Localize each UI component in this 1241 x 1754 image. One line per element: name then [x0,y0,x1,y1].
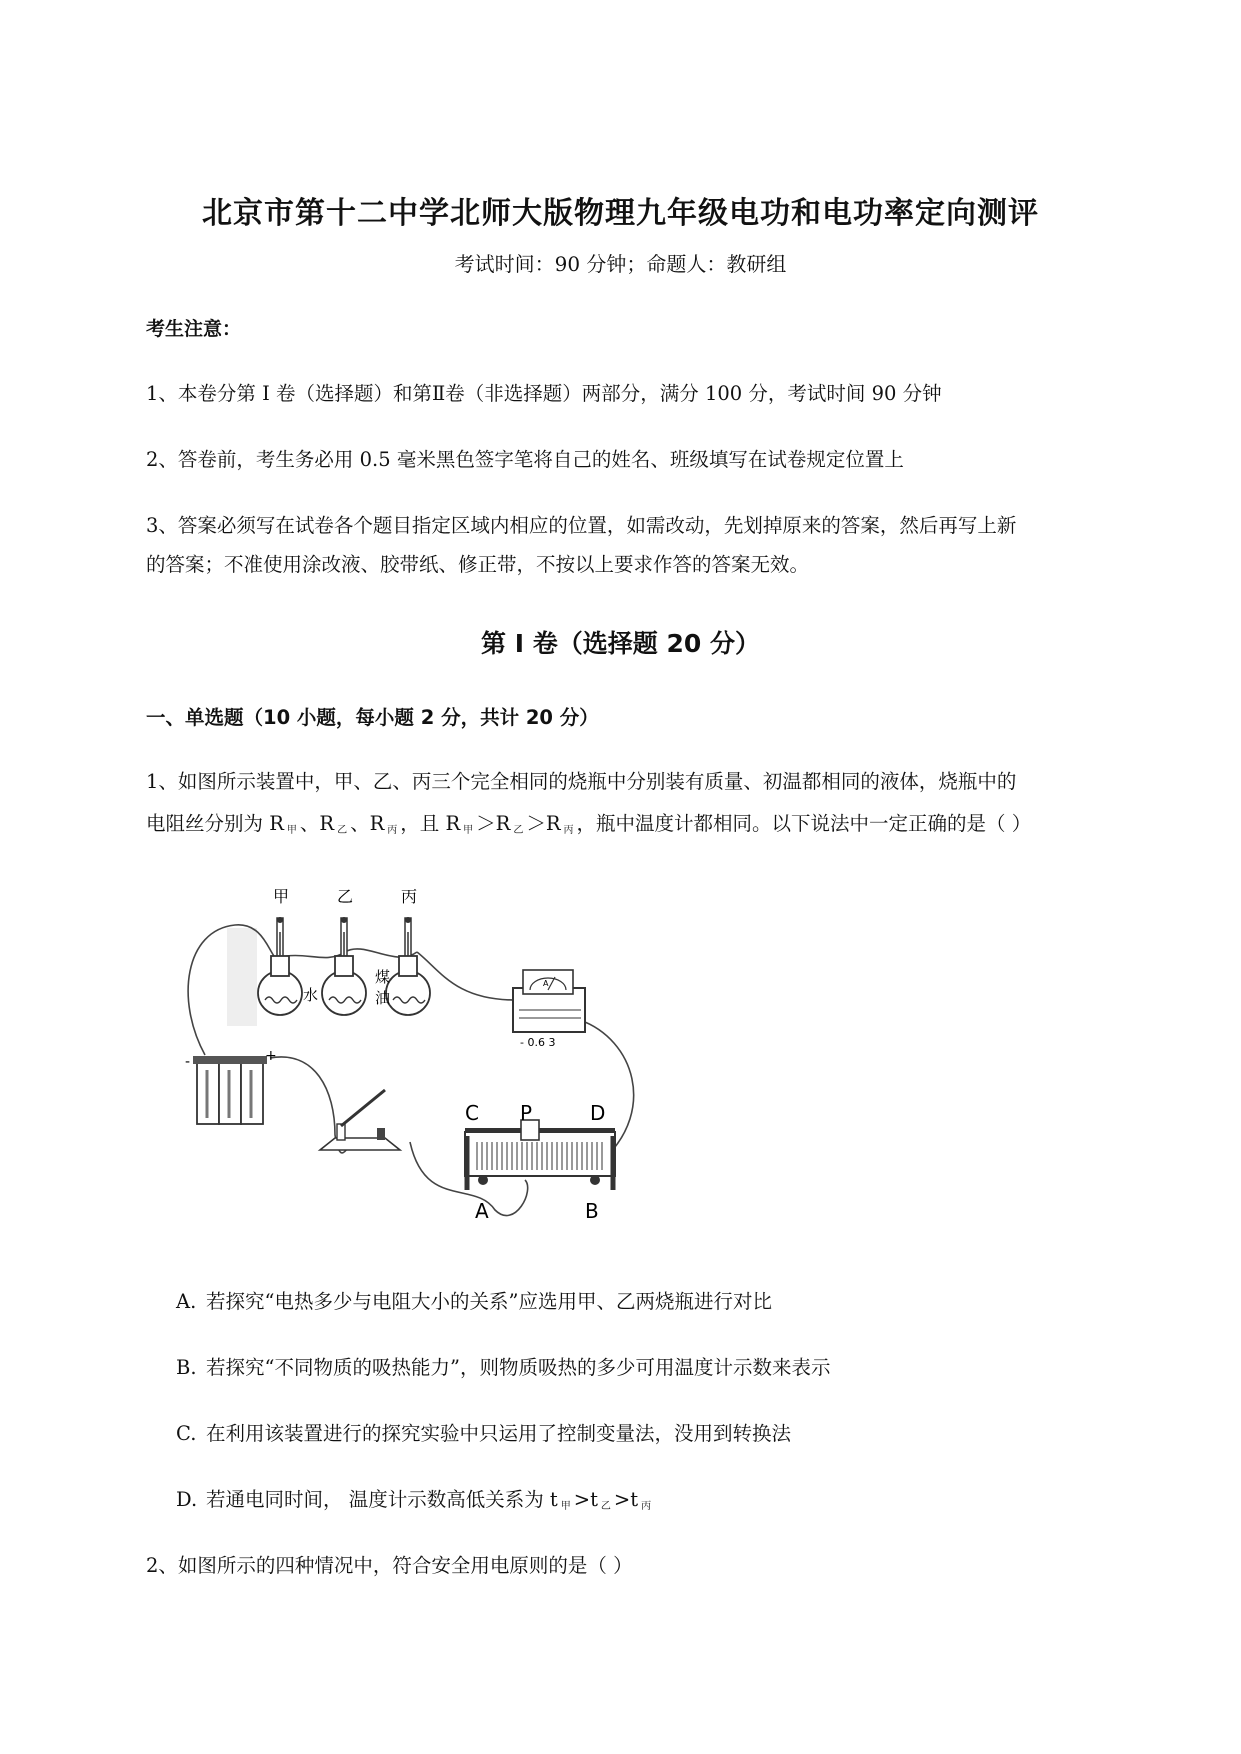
option-text: 若通电同时间， 温度计示数高低关系为 t [206,1488,558,1511]
subscript: 甲 [286,825,297,836]
label-bing: 丙 [401,887,418,906]
flasks [258,956,430,1015]
ammeter-scale: - 0.6 3 [520,1036,556,1049]
option-letter: C. [176,1422,197,1445]
option-text: 在利用该装置进行的探究实验中只运用了控制变量法，没用到转换法 [206,1422,792,1445]
option-text: 若探究“电热多少与电阻大小的关系”应选用甲、乙两烧瓶进行对比 [206,1290,772,1313]
label-c: C [465,1101,479,1125]
option-c[interactable] [176,1418,791,1446]
q1-text: 电阻丝分别为 R [146,812,284,835]
ammeter-symbol: A [543,979,549,988]
battery-plus: + [265,1048,277,1064]
subscript: 甲 [560,1501,571,1512]
option-letter: B. [176,1356,197,1379]
label-a: A [475,1199,489,1223]
option-text: >t [573,1488,598,1511]
question-1-line-1: 1、如图所示装置中，甲、乙、丙三个完全相同的烧瓶中分别装有质量、初温都相同的液体，烧瓶中的 [146,770,1017,793]
q1-text: 、R [299,812,335,835]
section-title: 第 I 卷（选择题 20 分） [481,629,760,658]
label-mei: 煤 [375,968,391,986]
notice-item-3-cont: 的答案；不准使用涂改液、胶带纸、修正带，不按以上要求作答的答案无效。 [146,553,810,576]
q1-text: ＞R [476,812,511,835]
subscript: 乙 [600,1501,611,1512]
label-jia: 甲 [273,887,290,906]
notice-item-3: 3、答案必须写在试卷各个题目指定区域内相应的位置，如需改动，先划掉原来的答案，然后再写上新 [146,514,1017,537]
battery-minus: - [185,1054,191,1070]
circuit-figure [185,880,725,1235]
option-letter: A. [176,1290,197,1313]
notice-item-2: 2、答卷前，考生务必用 0.5 毫米黑色签字笔将自己的姓名、班级填写在试卷规定位置上 [146,448,904,471]
q1-text: ＞R [526,812,561,835]
q1-text: 、R [350,812,385,835]
page-title: 北京市第十二中学北师大版物理九年级电功和电功率定向测评 [202,196,1039,231]
subscript: 甲 [463,825,474,836]
rheostat-icon [465,1120,615,1190]
battery-icon [193,1056,267,1124]
option-text: >t [613,1488,639,1511]
label-you: 油 [375,989,391,1007]
question-2-line-1: 2、如图所示的四种情况中，符合安全用电原则的是（ ） [146,1554,633,1577]
ammeter-icon [513,970,585,1032]
option-d[interactable] [176,1484,654,1512]
notice-heading: 考生注意： [146,318,242,340]
notice-item-1: 1、本卷分第 I 卷（选择题）和第Ⅱ卷（非选择题）两部分，满分 100 分，考试时间 90 分钟 [146,382,942,405]
subscript: 丙 [563,825,574,836]
option-b[interactable] [176,1352,830,1380]
subscript: 乙 [337,825,348,836]
switch-icon [320,1090,400,1150]
subscript: 丙 [387,825,398,836]
question-1-line-2 [146,808,1031,836]
option-letter: D. [176,1488,198,1511]
label-p: P [520,1101,533,1125]
part-heading: 一、单选题（10 小题，每小题 2 分，共计 20 分） [146,706,599,729]
subscript: 乙 [513,825,524,836]
background-mark [227,928,257,1026]
subscript: 丙 [641,1501,652,1512]
label-d: D [590,1101,606,1125]
exam-info: 考试时间：90 分钟；命题人：教研组 [454,252,787,276]
q1-text: ，瓶中温度计都相同。以下说法中一定正确的是（ ） [576,812,1032,835]
q1-text: ，且 R [400,812,461,835]
label-yi: 乙 [337,887,354,906]
label-b: B [585,1199,599,1223]
option-a[interactable] [176,1286,772,1314]
label-shui: 水 [303,986,319,1004]
option-text: 若探究“不同物质的吸热能力”，则物质吸热的多少可用温度计示数来表示 [206,1356,831,1379]
